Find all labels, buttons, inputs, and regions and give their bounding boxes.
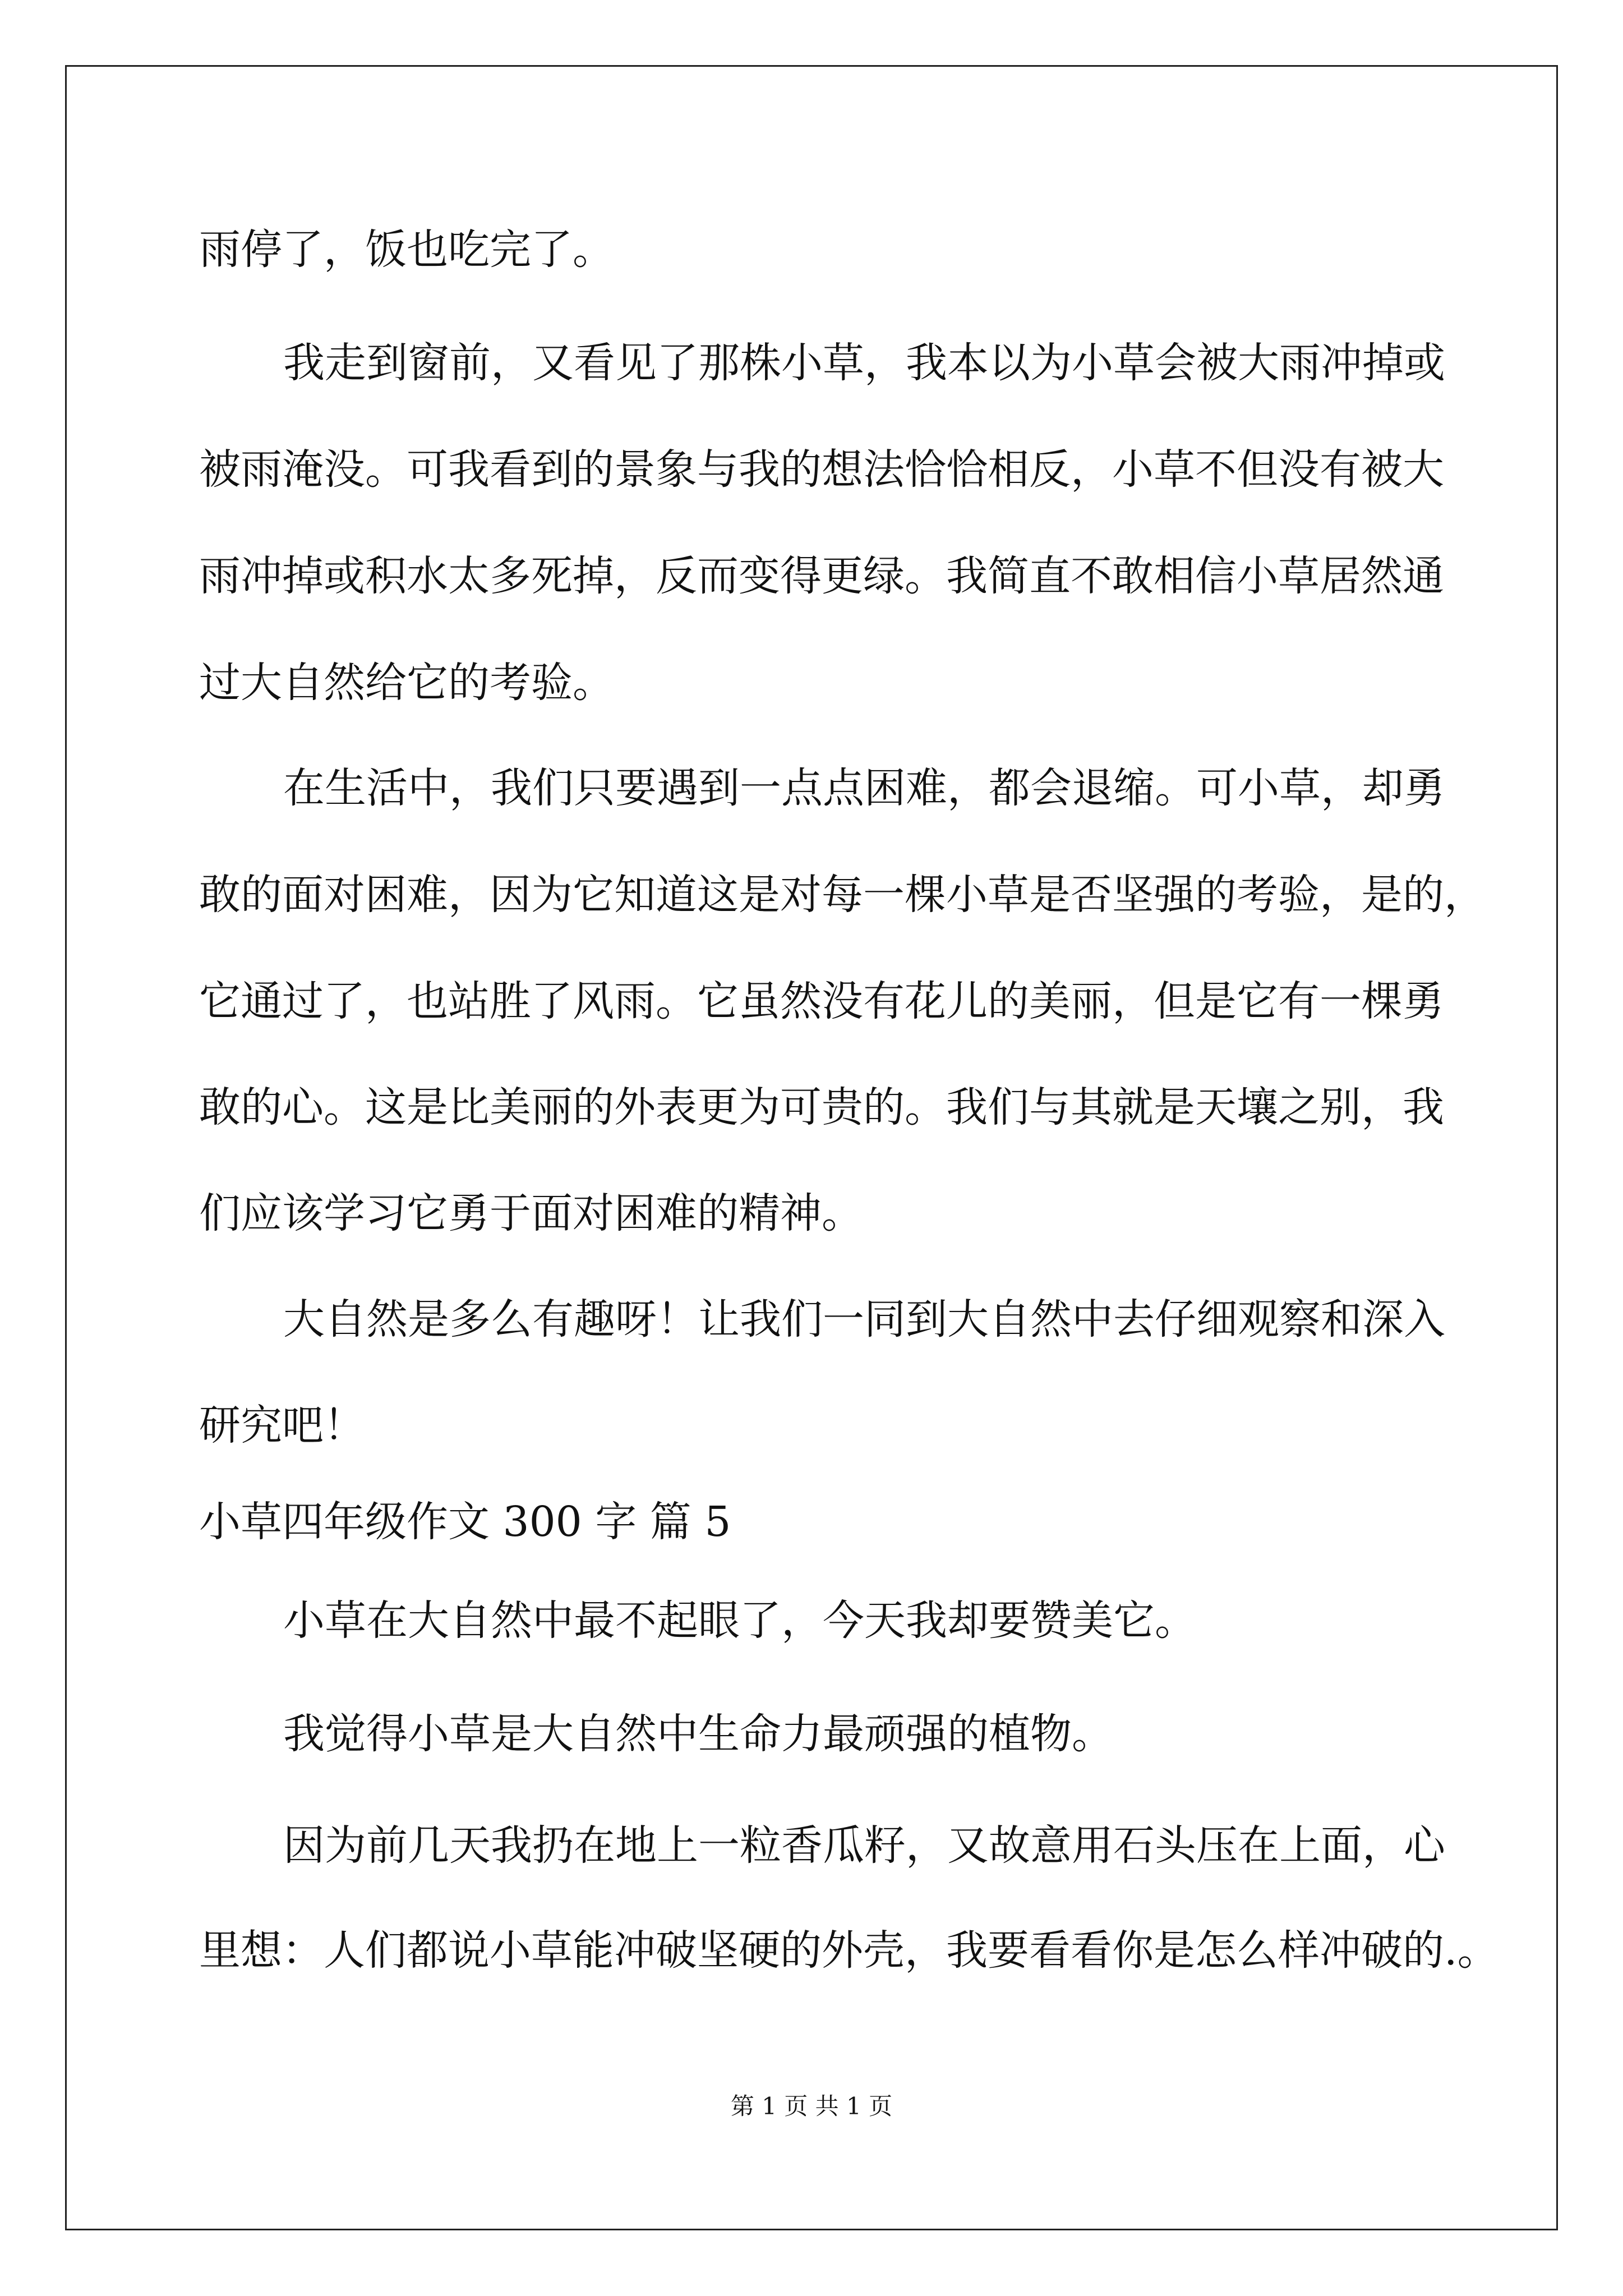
text-line: 小草在大自然中最不起眼了，今天我却要赞美它。 — [283, 1596, 1196, 1645]
text-line: 们应该学习它勇于面对困难的精神。 — [199, 1189, 863, 1237]
page-border — [65, 65, 1558, 2230]
text-line: 敢的心。这是比美丽的外表更为可贵的。我们与其就是天壤之别，我 — [199, 1083, 1444, 1131]
text-line: 里想：人们都说小草能冲破坚硬的外壳，我要看看你是怎么样冲破的.。 — [199, 1926, 1499, 1975]
text-line: 因为前几天我扔在地上一粒香瓜籽，又故意用石头压在上面，心 — [283, 1821, 1445, 1870]
text-line: 过大自然给它的考验。 — [199, 659, 614, 707]
text-line: 研究吧！ — [199, 1401, 365, 1450]
text-line: 敢的面对困难，因为它知道这是对每一棵小草是否坚强的考验，是的， — [199, 871, 1486, 919]
text-line: 雨停了，饭也吃完了。 — [199, 226, 614, 274]
section-heading: 小草四年级作文 300 字 篇 5 — [199, 1498, 731, 1546]
page-footer: 第 1 页 共 1 页 — [730, 2092, 893, 2120]
text-line: 我觉得小草是大自然中生命力最顽强的植物。 — [283, 1710, 1113, 1758]
text-line: 在生活中，我们只要遇到一点点困难，都会退缩。可小草，却勇 — [283, 764, 1445, 812]
text-line: 它通过了，也站胜了风雨。它虽然没有花儿的美丽，但是它有一棵勇 — [199, 977, 1444, 1025]
text-line: 大自然是多么有趣呀！让我们一同到大自然中去仔细观察和深入 — [283, 1295, 1445, 1343]
text-line: 我走到窗前，又看见了那株小草，我本以为小草会被大雨冲掉或 — [283, 339, 1445, 387]
text-line: 被雨淹没。可我看到的景象与我的想法恰恰相反，小草不但没有被大 — [199, 445, 1444, 494]
text-line: 雨冲掉或积水太多死掉，反而变得更绿。我简直不敢相信小草居然通 — [199, 552, 1444, 600]
